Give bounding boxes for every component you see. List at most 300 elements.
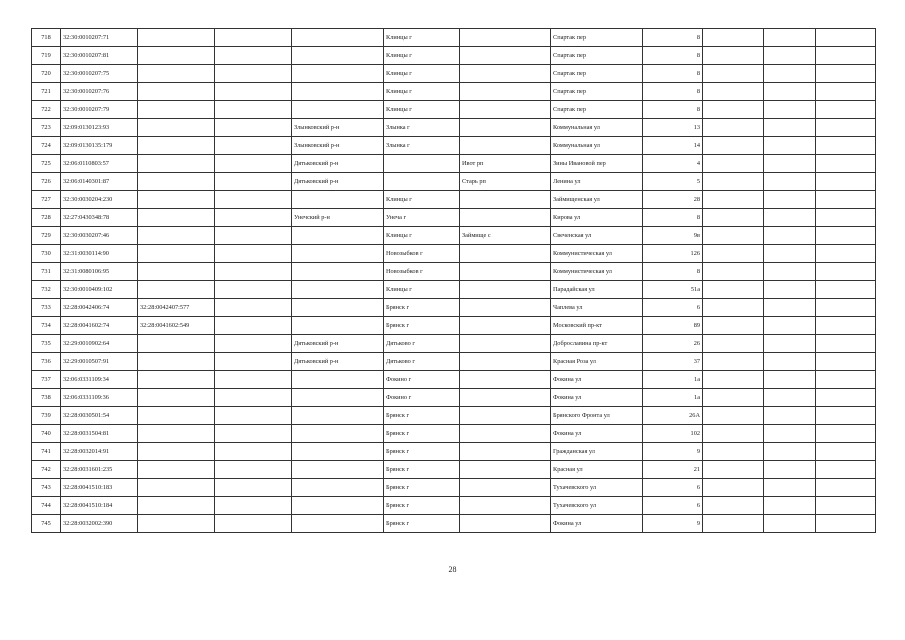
street-cell: Кирова ул [551,209,643,227]
district-cell [292,371,384,389]
settlement-cell [460,119,551,137]
district-cell [292,227,384,245]
empty-cell [703,209,764,227]
cadastral-number-2-cell [138,191,215,209]
empty-cell [215,515,292,533]
cadastral-number-cell: 32:30:0010207:81 [61,47,138,65]
empty-cell [215,47,292,65]
table-row [32,353,876,371]
empty-cell [703,227,764,245]
cadastral-number-2-cell [138,371,215,389]
district-cell [292,407,384,425]
table-row [32,497,876,515]
empty-cell [703,191,764,209]
house-number-cell: 102 [643,425,703,443]
empty-cell [764,191,816,209]
district-cell [292,299,384,317]
street-cell: Гражданская ул [551,443,643,461]
settlement-cell [460,299,551,317]
city-cell: Клинцы г [384,227,460,245]
district-cell [292,425,384,443]
empty-cell [215,353,292,371]
row-number-cell: 737 [32,371,61,389]
street-cell: Займищенская ул [551,191,643,209]
cadastral-number-cell: 32:06:0140301:87 [61,173,138,191]
empty-cell [703,65,764,83]
house-number-cell: 28 [643,191,703,209]
empty-cell [764,335,816,353]
cadastral-number-2-cell [138,389,215,407]
empty-cell [215,443,292,461]
settlement-cell [460,407,551,425]
house-number-cell: 8 [643,29,703,47]
empty-cell [764,281,816,299]
district-cell: Унечский р-н [292,209,384,227]
row-number-cell: 743 [32,479,61,497]
street-cell: Спартак пер [551,29,643,47]
empty-cell [215,65,292,83]
street-cell: Спартак пер [551,83,643,101]
city-cell: Брянск г [384,299,460,317]
row-number-cell: 733 [32,299,61,317]
empty-cell [764,65,816,83]
empty-cell [764,47,816,65]
city-cell: Клинцы г [384,29,460,47]
table-row [32,137,876,155]
empty-cell [816,389,876,407]
house-number-cell: 26 [643,335,703,353]
house-number-cell: 8 [643,209,703,227]
empty-cell [215,299,292,317]
table-row [32,155,876,173]
cadastral-number-cell: 32:27:0430348:78 [61,209,138,227]
cadastral-number-cell: 32:28:0041510:183 [61,479,138,497]
empty-cell [816,443,876,461]
city-cell: Брянск г [384,515,460,533]
table-row [32,407,876,425]
table-row [32,335,876,353]
cadastral-number-2-cell: 32:28:0042407:577 [138,299,215,317]
district-cell: Дятьковский р-н [292,155,384,173]
empty-cell [764,443,816,461]
cadastral-number-2-cell [138,155,215,173]
street-cell: Коммунальная ул [551,137,643,155]
city-cell: Брянск г [384,479,460,497]
cadastral-number-2-cell [138,29,215,47]
city-cell: Злынка г [384,137,460,155]
empty-cell [764,263,816,281]
empty-cell [703,461,764,479]
cadastral-number-cell: 32:30:0010207:79 [61,101,138,119]
cadastral-number-2-cell [138,353,215,371]
empty-cell [816,155,876,173]
settlement-cell [460,137,551,155]
row-number-cell: 739 [32,407,61,425]
empty-cell [816,317,876,335]
empty-cell [215,227,292,245]
empty-cell [816,425,876,443]
street-cell: Спартак пер [551,65,643,83]
house-number-cell: 4 [643,155,703,173]
empty-cell [764,461,816,479]
empty-cell [215,407,292,425]
empty-cell [215,317,292,335]
row-number-cell: 744 [32,497,61,515]
settlement-cell [460,209,551,227]
table-row [32,281,876,299]
settlement-cell [460,263,551,281]
cadastral-number-2-cell [138,119,215,137]
empty-cell [764,83,816,101]
cadastral-number-2-cell [138,227,215,245]
row-number-cell: 740 [32,425,61,443]
house-number-cell: 26А [643,407,703,425]
settlement-cell [460,443,551,461]
empty-cell [215,191,292,209]
settlement-cell [460,425,551,443]
street-cell: Зины Ивановой пер [551,155,643,173]
settlement-cell [460,515,551,533]
cadastral-number-2-cell [138,335,215,353]
cadastral-number-cell: 32:06:0110803:57 [61,155,138,173]
table-row [32,173,876,191]
house-number-cell: 8 [643,65,703,83]
house-number-cell: 37 [643,353,703,371]
settlement-cell [460,461,551,479]
empty-cell [215,479,292,497]
table-row [32,317,876,335]
street-cell: Тухачевского ул [551,479,643,497]
row-number-cell: 725 [32,155,61,173]
city-cell: Брянск г [384,443,460,461]
empty-cell [703,443,764,461]
city-cell: Фокино г [384,389,460,407]
table-row [32,119,876,137]
district-cell [292,191,384,209]
district-cell: Злынковский р-н [292,119,384,137]
empty-cell [215,173,292,191]
settlement-cell: Займище с [460,227,551,245]
empty-cell [764,245,816,263]
cadastral-number-cell: 32:28:0031504:81 [61,425,138,443]
district-cell [292,317,384,335]
city-cell: Брянск г [384,425,460,443]
cadastral-number-2-cell [138,83,215,101]
row-number-cell: 731 [32,263,61,281]
empty-cell [764,173,816,191]
house-number-cell: 9в [643,227,703,245]
empty-cell [215,425,292,443]
street-cell: Московский пр-кт [551,317,643,335]
row-number-cell: 741 [32,443,61,461]
table-row [32,299,876,317]
empty-cell [215,101,292,119]
table-row [32,245,876,263]
empty-cell [703,47,764,65]
house-number-cell: 8 [643,263,703,281]
street-cell: Красная ул [551,461,643,479]
district-cell [292,443,384,461]
empty-cell [215,281,292,299]
street-cell: Коммунальная ул [551,119,643,137]
city-cell: Клинцы г [384,281,460,299]
street-cell: Спартак пер [551,47,643,65]
district-cell [292,389,384,407]
house-number-cell: 21 [643,461,703,479]
table-row [32,371,876,389]
cadastral-number-2-cell [138,245,215,263]
house-number-cell: 1а [643,389,703,407]
table-row [32,101,876,119]
house-number-cell: 5 [643,173,703,191]
city-cell: Клинцы г [384,65,460,83]
cadastral-number-cell: 32:09:0130123:93 [61,119,138,137]
cadastral-number-2-cell [138,137,215,155]
table-row [32,263,876,281]
empty-cell [215,119,292,137]
settlement-cell [460,317,551,335]
city-cell: Фокино г [384,371,460,389]
row-number-cell: 728 [32,209,61,227]
empty-cell [816,227,876,245]
empty-cell [215,371,292,389]
table-row [32,479,876,497]
house-number-cell: 6 [643,299,703,317]
cadastral-number-cell: 32:09:0130135:179 [61,137,138,155]
empty-cell [703,515,764,533]
cadastral-number-2-cell [138,461,215,479]
district-cell: Дятьковский р-н [292,173,384,191]
city-cell: Клинцы г [384,47,460,65]
district-cell [292,461,384,479]
table-row [32,65,876,83]
cadastral-number-cell: 32:28:0041602:74 [61,317,138,335]
settlement-cell [460,245,551,263]
street-cell: Фокина ул [551,389,643,407]
city-cell: Дятьково г [384,353,460,371]
street-cell: Парадайская ул [551,281,643,299]
street-cell: Фокина ул [551,371,643,389]
house-number-cell: 8 [643,83,703,101]
cadastral-number-cell: 32:28:0032014:91 [61,443,138,461]
empty-cell [703,155,764,173]
empty-cell [816,353,876,371]
city-cell: Брянск г [384,407,460,425]
empty-cell [703,299,764,317]
row-number-cell: 735 [32,335,61,353]
table-row [32,425,876,443]
empty-cell [764,155,816,173]
cadastral-number-cell: 32:30:0010207:76 [61,83,138,101]
row-number-cell: 721 [32,83,61,101]
city-cell [384,173,460,191]
cadastral-number-cell: 32:06:0331109:34 [61,371,138,389]
settlement-cell [460,29,551,47]
street-cell: Тухачевского ул [551,497,643,515]
table-row [32,209,876,227]
district-cell: Дятьковский р-н [292,335,384,353]
empty-cell [816,497,876,515]
empty-cell [816,479,876,497]
house-number-cell: 51а [643,281,703,299]
cadastral-number-cell: 32:30:0030207:46 [61,227,138,245]
empty-cell [816,173,876,191]
house-number-cell: 9 [643,443,703,461]
empty-cell [764,407,816,425]
city-cell: Унеча г [384,209,460,227]
empty-cell [816,407,876,425]
district-cell [292,281,384,299]
settlement-cell [460,353,551,371]
settlement-cell [460,65,551,83]
empty-cell [764,515,816,533]
row-number-cell: 742 [32,461,61,479]
cadastral-number-cell: 32:29:0010507:91 [61,353,138,371]
table-row [32,83,876,101]
cadastral-number-2-cell [138,47,215,65]
cadastral-number-2-cell [138,263,215,281]
cadastral-number-2-cell [138,425,215,443]
empty-cell [816,371,876,389]
settlement-cell: Ивот рп [460,155,551,173]
house-number-cell: 9 [643,515,703,533]
street-cell: Чаплева ул [551,299,643,317]
district-cell [292,101,384,119]
street-cell: Коммунистическая ул [551,263,643,281]
empty-cell [816,245,876,263]
page-number: 28 [448,565,457,574]
empty-cell [703,83,764,101]
cadastral-number-cell: 32:28:0031601:235 [61,461,138,479]
registry-table [31,28,876,533]
district-cell [292,245,384,263]
cadastral-number-2-cell [138,281,215,299]
row-number-cell: 718 [32,29,61,47]
empty-cell [816,65,876,83]
city-cell: Клинцы г [384,101,460,119]
empty-cell [215,245,292,263]
settlement-cell [460,335,551,353]
district-cell [292,263,384,281]
cadastral-number-cell: 32:31:0080106:95 [61,263,138,281]
cadastral-number-cell: 32:28:0042406:74 [61,299,138,317]
empty-cell [703,353,764,371]
empty-cell [703,371,764,389]
empty-cell [703,317,764,335]
empty-cell [703,173,764,191]
empty-cell [703,245,764,263]
empty-cell [816,299,876,317]
empty-cell [816,209,876,227]
street-cell: Свеченская ул [551,227,643,245]
settlement-cell: Старь рп [460,173,551,191]
settlement-cell [460,47,551,65]
row-number-cell: 719 [32,47,61,65]
district-cell [292,65,384,83]
cadastral-number-2-cell [138,497,215,515]
house-number-cell: 1а [643,371,703,389]
empty-cell [215,137,292,155]
table-row [32,515,876,533]
empty-cell [764,29,816,47]
empty-cell [703,389,764,407]
row-number-cell: 738 [32,389,61,407]
empty-cell [764,425,816,443]
house-number-cell: 89 [643,317,703,335]
empty-cell [816,119,876,137]
row-number-cell: 734 [32,317,61,335]
city-cell: Злынка г [384,119,460,137]
cadastral-number-2-cell [138,479,215,497]
empty-cell [816,461,876,479]
district-cell [292,497,384,515]
empty-cell [703,335,764,353]
city-cell: Клинцы г [384,83,460,101]
empty-cell [703,497,764,515]
empty-cell [215,461,292,479]
district-cell [292,479,384,497]
empty-cell [764,353,816,371]
city-cell: Новозыбков г [384,263,460,281]
settlement-cell [460,83,551,101]
district-cell [292,515,384,533]
settlement-cell [460,479,551,497]
empty-cell [703,281,764,299]
table-row [32,47,876,65]
empty-cell [816,47,876,65]
house-number-cell: 6 [643,497,703,515]
cadastral-number-2-cell [138,515,215,533]
house-number-cell: 8 [643,47,703,65]
house-number-cell: 13 [643,119,703,137]
city-cell: Новозыбков г [384,245,460,263]
house-number-cell: 8 [643,101,703,119]
cadastral-number-2-cell [138,101,215,119]
city-cell: Дятьково г [384,335,460,353]
city-cell: Брянск г [384,461,460,479]
settlement-cell [460,101,551,119]
street-cell: Красная Роза ул [551,353,643,371]
cadastral-number-cell: 32:30:0030204:230 [61,191,138,209]
row-number-cell: 745 [32,515,61,533]
empty-cell [703,137,764,155]
empty-cell [215,209,292,227]
empty-cell [215,497,292,515]
row-number-cell: 730 [32,245,61,263]
table-row [32,191,876,209]
city-cell [384,155,460,173]
district-cell [292,29,384,47]
settlement-cell [460,281,551,299]
cadastral-number-cell: 32:06:0331109:36 [61,389,138,407]
table-row [32,461,876,479]
empty-cell [816,263,876,281]
house-number-cell: 14 [643,137,703,155]
empty-cell [703,407,764,425]
empty-cell [764,389,816,407]
empty-cell [215,335,292,353]
empty-cell [764,371,816,389]
empty-cell [703,479,764,497]
cadastral-number-cell: 32:30:0010409:102 [61,281,138,299]
empty-cell [816,83,876,101]
empty-cell [764,479,816,497]
district-cell [292,47,384,65]
empty-cell [764,101,816,119]
row-number-cell: 724 [32,137,61,155]
row-number-cell: 736 [32,353,61,371]
district-cell: Злынковский р-н [292,137,384,155]
